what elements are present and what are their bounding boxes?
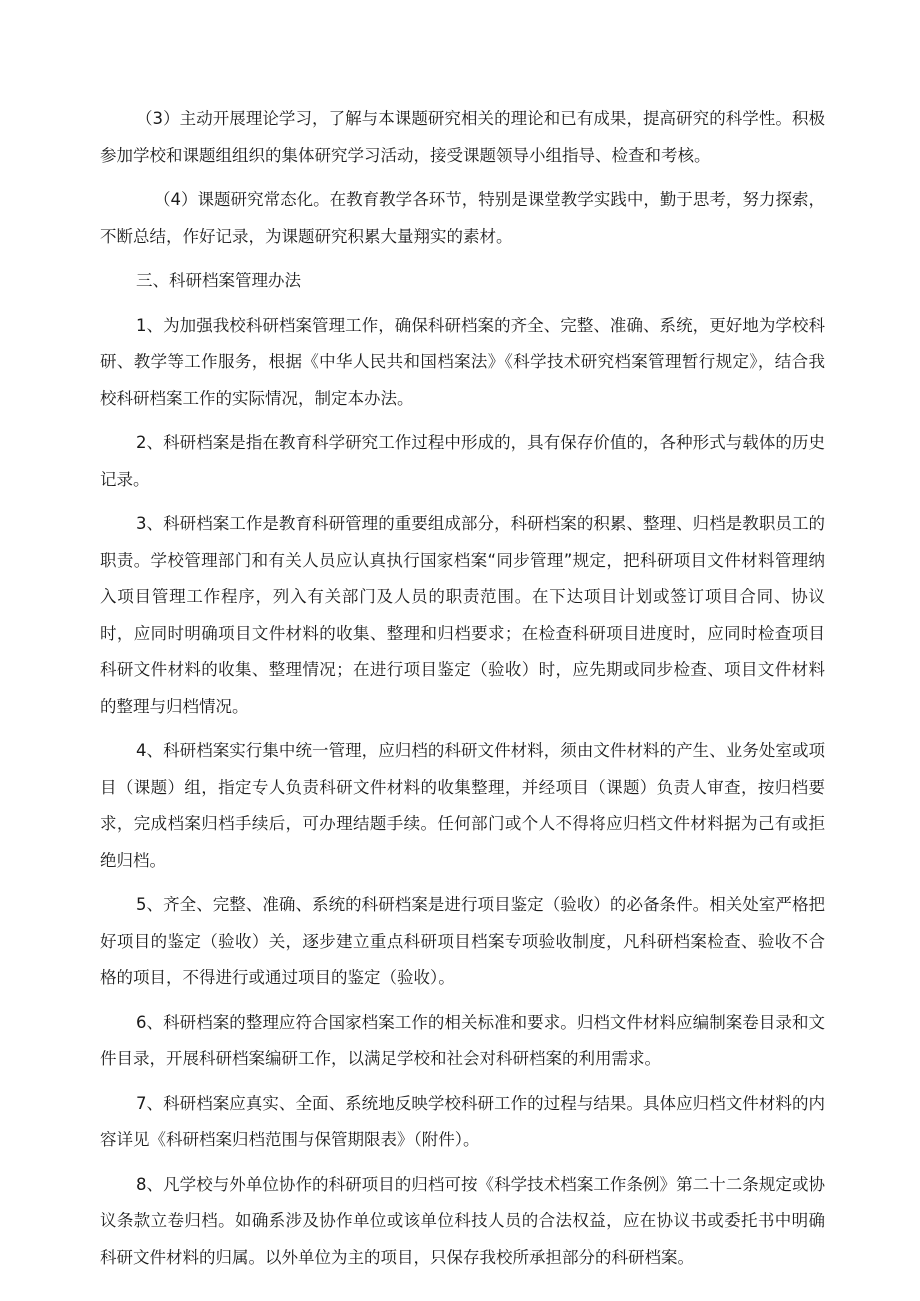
article-2: 2、科研档案是指在教育科学研究工作过程中形成的，具有保存价值的，各种形式与载体的历史记录。 [100,433,825,489]
section-heading-3: 三、科研档案管理办法 [136,271,301,290]
article-3: 3、科研档案工作是教育科研管理的重要组成部分，科研档案的积累、整理、归档是教职员工的职责。学校管理部门和有关人员应认真执行国家档案“同步管理”规定，把科研项目文件材料管理纳入项目管理工作程序，列入有关部门及人员的职责范围。在下达项目计划或签订项目合同、协议时，应同时明确项目文件材料的收集、整理和归档要求；在检查科研项目进度时，应同时检查项目科研文件材料的收集、整理情况；在进行项目鉴定（验收）时，应先期或同步检查、项目文件材料的整理与归档情况。 [100,514,825,716]
paragraph-item-4: （4）课题研究常态化。在教育教学各环节，特别是课堂教学实践中，勤于思考，努力探索，不断总结，作好记录，为课题研究积累大量翔实的素材。 [100,190,825,246]
article-5: 5、齐全、完整、准确、系统的科研档案是进行项目鉴定（验收）的必备条件。相关处室严格把好项目的鉴定（验收）关，逐步建立重点科研项目档案专项验收制度，凡科研档案检查、验收不合格的项目，不得进行或通过项目的鉴定（验收）。 [100,895,825,987]
article-8: 8、凡学校与外单位协作的科研项目的归档可按《科学技术档案工作条例》第二十二条规定或协议条款立卷归档。如确系涉及协作单位或该单位科技人员的合法权益，应在协议书或委托书中明确科研文件材料的归属。以外单位为主的项目，只保存我校所承担部分的科研档案。 [100,1174,825,1267]
paragraph-item-3: （3）主动开展理论学习，了解与本课题研究相关的理论和已有成果，提高研究的科学性。积极参加学校和课题组组织的集体研究学习活动，接受课题领导小组指导、检查和考核。 [100,109,825,165]
article-1: 1、为加强我校科研档案管理工作，确保科研档案的齐全、完整、准确、系统，更好地为学校科研、教学等工作服务，根据《中华人民共和国档案法》《科学技术研究档案管理暂行规定》，结合我校科研档案工作的实际情况，制定本办法。 [100,315,825,408]
article-6: 6、科研档案的整理应符合国家档案工作的相关标准和要求。归档文件材料应编制案卷目录和文件目录，开展科研档案编研工作，以满足学校和社会对科研档案的利用需求。 [100,1012,825,1068]
article-4: 4、科研档案实行集中统一管理，应归档的科研文件材料，须由文件材料的产生、业务处室或项目（课题）组，指定专人负责科研文件材料的收集整理，并经项目（课题）负责人审查，按归档要求，完成档案归档手续后，可办理结题手续。任何部门或个人不得将应归档文件材料据为己有或拒绝归档。 [100,741,825,870]
document-body [100,101,825,1276]
article-7: 7、科研档案应真实、全面、系统地反映学校科研工作的过程与结果。具体应归档文件材料的内容详见《科研档案归档范围与保管期限表》（附件）。 [100,1093,825,1149]
